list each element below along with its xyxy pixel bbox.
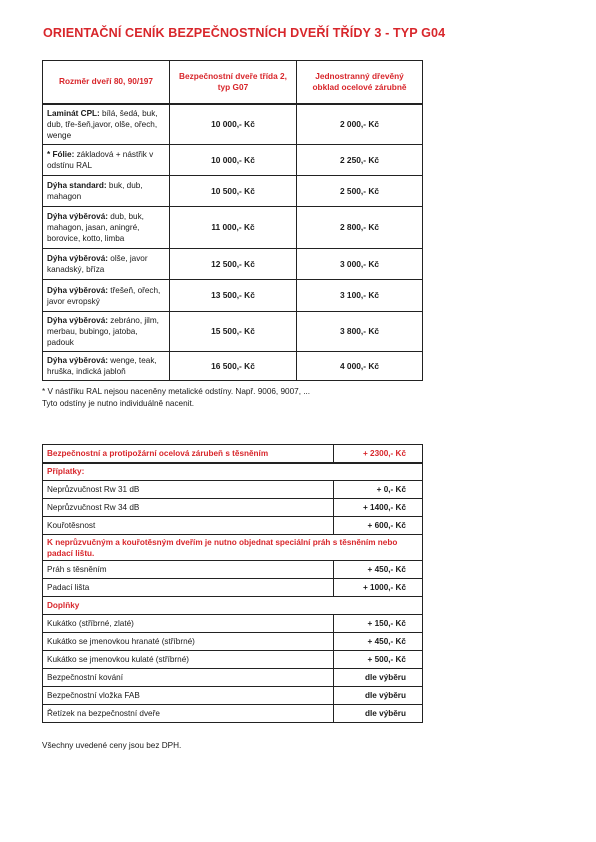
row-description [43, 176, 170, 207]
table-row [43, 207, 423, 249]
table-row [43, 579, 423, 597]
table-row [43, 312, 423, 352]
row-price: 11 000,- Kč [170, 207, 297, 249]
item-label: Kukátko (stříbrné, zlaté) [43, 615, 334, 633]
note-line: Tyto odstíny je nutno individuálně nacenit. [42, 399, 195, 408]
header-size: Rozměr dveří 80, 90/197 [43, 61, 170, 104]
ral-note [42, 386, 442, 410]
table-row [43, 669, 423, 687]
table-row [43, 499, 423, 517]
section-heading-row [43, 597, 423, 615]
row-label: Dýha standard: [47, 181, 107, 190]
item-label: Neprůzvučnost Rw 34 dB [43, 499, 334, 517]
row-text: wenge, teak, hruška, indická jabloň [47, 356, 157, 376]
item-value: dle výběru [334, 705, 423, 723]
note-line: * V nástřiku RAL nejsou naceněny metalické odstíny. Např. 9006, 9007, ... [42, 387, 311, 396]
table-row [43, 633, 423, 651]
table-row [43, 615, 423, 633]
frame-label: Bezpečnostní a protipožární ocelová zárubeň s těsněním [43, 445, 334, 463]
item-value: dle výběru [334, 669, 423, 687]
row-label: Laminát CPL: [47, 108, 100, 118]
row-text: olše, javor kanadský, bříza [47, 254, 148, 274]
table-row [43, 517, 423, 535]
item-value: + 600,- Kč [334, 517, 423, 535]
table-row [43, 352, 423, 381]
table-row [43, 280, 423, 312]
row-description [43, 249, 170, 280]
item-label: Padací lišta [43, 579, 334, 597]
row-text: buk, dub, mahagon [47, 181, 143, 201]
header-frame-cladding: Jednostranný dřevěný obklad ocelové zárubně [297, 61, 423, 104]
item-label: Kukátko se jmenovkou kulaté (stříbrné) [43, 651, 334, 669]
row-text: třešeň, ořech, javor evropský [47, 285, 161, 306]
item-value: + 150,- Kč [334, 615, 423, 633]
item-label: Práh s těsněním [43, 561, 334, 579]
row-extra: 3 800,- Kč [297, 312, 423, 352]
table-header-row [43, 61, 423, 104]
frame-row [43, 445, 423, 463]
row-text: dub, buk, mahagon, jasan, aningré, borovice, kotto, limba [47, 212, 144, 243]
table-row [43, 651, 423, 669]
row-price: 10 500,- Kč [170, 176, 297, 207]
surcharges-heading: Příplatky: [43, 463, 423, 481]
table-row [43, 104, 423, 145]
row-extra: 4 000,- Kč [297, 352, 423, 381]
row-description [43, 207, 170, 249]
item-label: Kukátko se jmenovkou hranaté (stříbrné) [43, 633, 334, 651]
notice-row [43, 535, 423, 561]
item-value: + 500,- Kč [334, 651, 423, 669]
vat-footnote: Všechny uvedené ceny jsou bez DPH. [42, 741, 182, 750]
row-text: zebráno, jilm, merbau, bubingo, jatoba, padouk [47, 316, 159, 347]
row-extra: 2 250,- Kč [297, 145, 423, 176]
item-value: dle výběru [334, 687, 423, 705]
item-value: + 450,- Kč [334, 633, 423, 651]
item-label: Bezpečnostní kování [43, 669, 334, 687]
row-text: základová + nástřik v odstínu RAL [47, 150, 154, 170]
table-row [43, 249, 423, 280]
row-label: Dýha výběrová: [47, 212, 108, 221]
row-description [43, 280, 170, 312]
row-extra: 2 800,- Kč [297, 207, 423, 249]
row-extra: 2 000,- Kč [297, 104, 423, 145]
item-value: + 1000,- Kč [334, 579, 423, 597]
row-price: 10 000,- Kč [170, 104, 297, 145]
door-price-table [42, 60, 423, 381]
row-description [43, 104, 170, 145]
table-row [43, 176, 423, 207]
table-row [43, 705, 423, 723]
item-value: + 1400,- Kč [334, 499, 423, 517]
item-value: + 0,- Kč [334, 481, 423, 499]
row-description [43, 352, 170, 381]
row-description [43, 312, 170, 352]
row-extra: 3 100,- Kč [297, 280, 423, 312]
row-label: Dýha výběrová: [47, 316, 108, 325]
table-row [43, 561, 423, 579]
row-label: * Fólie: [47, 150, 75, 159]
item-label: Neprůzvučnost Rw 31 dB [43, 481, 334, 499]
row-text: bílá, šedá, buk, dub, tře-šeň,javor, olše, ořech, wenge [47, 108, 158, 140]
row-label: Dýha výběrová: [47, 254, 108, 263]
item-label: Řetízek na bezpečnostní dveře [43, 705, 334, 723]
item-label: Bezpečnostní vložka FAB [43, 687, 334, 705]
frame-value: + 2300,- Kč [334, 445, 423, 463]
row-price: 10 000,- Kč [170, 145, 297, 176]
table-row [43, 687, 423, 705]
row-label: Dýha výběrová: [47, 285, 108, 295]
threshold-notice: K neprůzvučným a kouřotěsným dveřím je nutno objednat speciální práh s těsněním nebo padací lištu. [43, 535, 423, 561]
item-label: Kouřotěsnost [43, 517, 334, 535]
row-price: 16 500,- Kč [170, 352, 297, 381]
row-price: 13 500,- Kč [170, 280, 297, 312]
table-row [43, 481, 423, 499]
accessories-heading: Doplňky [43, 597, 423, 615]
row-price: 12 500,- Kč [170, 249, 297, 280]
header-door-class: Bezpečnostní dveře třída 2, typ G07 [170, 61, 297, 104]
row-description [43, 145, 170, 176]
row-price: 15 500,- Kč [170, 312, 297, 352]
extras-price-table [42, 444, 423, 723]
section-heading-row [43, 463, 423, 481]
row-extra: 3 000,- Kč [297, 249, 423, 280]
table-row [43, 145, 423, 176]
row-extra: 2 500,- Kč [297, 176, 423, 207]
row-label: Dýha výběrová: [47, 356, 108, 365]
page-title: ORIENTAČNÍ CENÍK BEZPEČNOSTNÍCH DVEŘÍ TŘÍDY 3 - TYP G04 [43, 26, 446, 40]
item-value: + 450,- Kč [334, 561, 423, 579]
